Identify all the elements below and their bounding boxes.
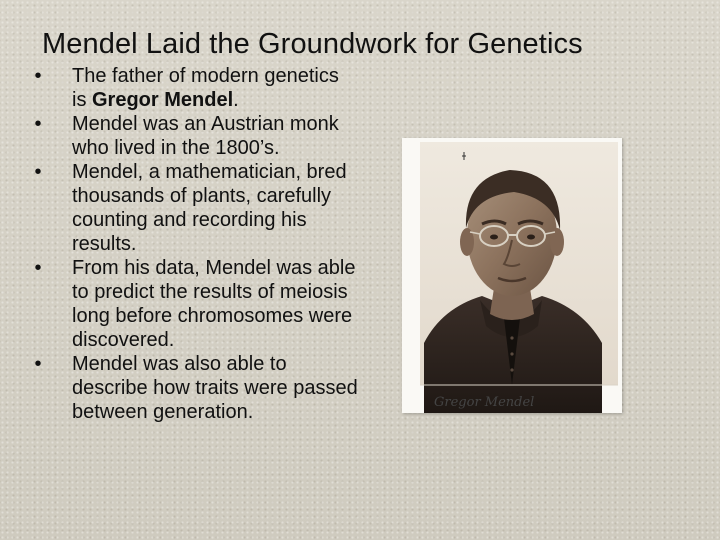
bullet-text: Mendel, a mathematician, bred thousands of plants, carefully counting and recording his results. [72,161,347,255]
bullet-item-meiosis [28,256,358,352]
bullet-marker: • [34,113,42,135]
bullet-item-monk [28,112,358,160]
bullet-item-mathematician [28,160,358,256]
slide-title: Mendel Laid the Groundwork for Genetics [42,28,583,60]
bullet-item-traits [28,352,358,424]
bullet-marker: • [34,65,42,87]
portrait-photo [402,138,622,413]
right-eye [527,235,535,240]
bullet-item-father [28,64,358,112]
bullet-text-bold-name: Gregor Mendel [92,89,234,111]
bullet-marker: • [34,353,42,375]
button-icon [510,336,513,339]
bullet-marker: • [34,257,42,279]
bullet-text: Mendel was an Austrian monk who lived in the 1800’s. [72,113,339,159]
button-icon [510,352,513,355]
bullet-text: Mendel was also able to describe how traits were passed between generation. [72,353,358,423]
portrait-illustration [402,138,622,413]
bullet-text-end: . [233,89,239,111]
left-eye [490,235,498,240]
portrait-signature: Gregor Mendel [434,395,535,410]
bullet-marker: • [34,161,42,183]
bullet-list [28,64,358,424]
bullet-text: The father of modern genetics is [72,65,339,111]
bullet-text: From his data, Mendel was able to predict the results of meiosis long before chromosomes were discovered. [72,257,356,351]
button-icon [510,368,513,371]
